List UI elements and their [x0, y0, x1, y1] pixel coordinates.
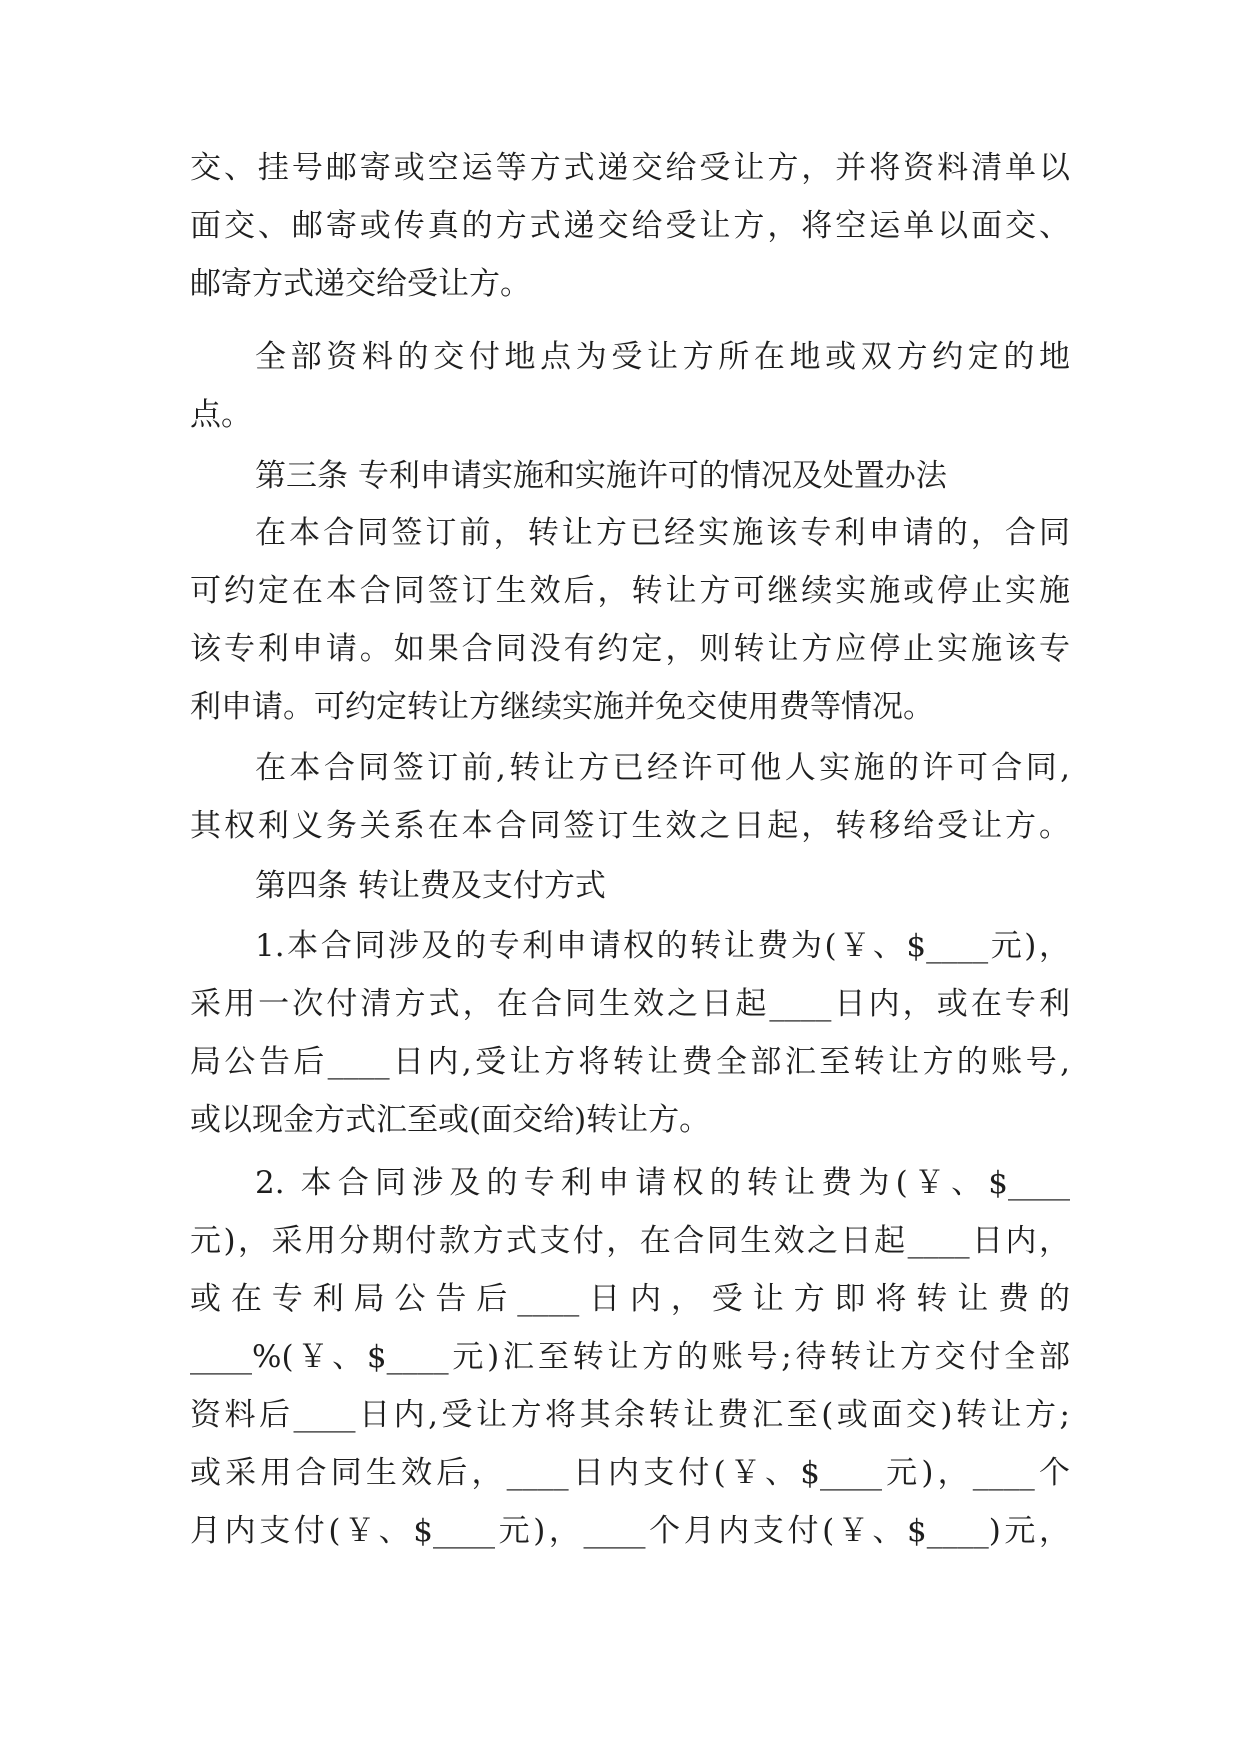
text-line: 1.本合同涉及的专利申请权的转让费为(￥、$____元)，: [255, 928, 1070, 964]
text-line: ____%(￥、$____元)汇至转让方的账号;待转让方交付全部: [190, 1339, 1070, 1375]
text-line: 全部资料的交付地点为受让方所在地或双方约定的地: [255, 339, 1070, 375]
text-line: 或以现金方式汇至或(面交给)转让方。: [190, 1102, 711, 1138]
text-line: 面交、邮寄或传真的方式递交给受让方，将空运单以面交、: [190, 208, 1070, 244]
text-line: 其权利义务关系在本合同签订生效之日起，转移给受让方。: [190, 808, 1070, 844]
text-line: 可约定在本合同签订生效后，转让方可继续实施或停止实施: [190, 573, 1070, 609]
text-line: 采用一次付清方式，在合同生效之日起____日内，或在专利: [190, 986, 1070, 1022]
text-line: 局公告后____日内,受让方将转让费全部汇至转让方的账号,: [190, 1044, 1070, 1080]
text-line: 邮寄方式递交给受让方。: [190, 266, 531, 302]
section-heading: 第三条 专利申请实施和实施许可的情况及处置办法: [255, 458, 947, 494]
text-line: 利申请。可约定转让方继续实施并免交使用费等情况。: [190, 689, 934, 725]
text-line: 点。: [190, 397, 252, 433]
text-line: 或采用合同生效后，____日内支付(￥、$____元)，____个: [190, 1455, 1070, 1491]
text-line: 元)，采用分期付款方式支付，在合同生效之日起____日内，: [190, 1223, 1070, 1259]
text-line: 交、挂号邮寄或空运等方式递交给受让方，并将资料清单以: [190, 150, 1070, 186]
text-line: 该专利申请。如果合同没有约定，则转让方应停止实施该专: [190, 631, 1070, 667]
text-line: 在本合同签订前，转让方已经实施该专利申请的，合同: [255, 515, 1070, 551]
text-line: 或在专利局公告后____日内，受让方即将转让费的: [190, 1281, 1070, 1317]
text-line: 在本合同签订前,转让方已经许可他人实施的许可合同,: [255, 750, 1070, 786]
text-line: 2. 本合同涉及的专利申请权的转让费为(￥、$____: [255, 1165, 1070, 1201]
section-heading: 第四条 转让费及支付方式: [255, 868, 606, 904]
text-line: 月内支付(￥、$____元)，____个月内支付(￥、$____)元，: [190, 1513, 1070, 1549]
text-line: 资料后____日内,受让方将其余转让费汇至(或面交)转让方;: [190, 1397, 1070, 1433]
